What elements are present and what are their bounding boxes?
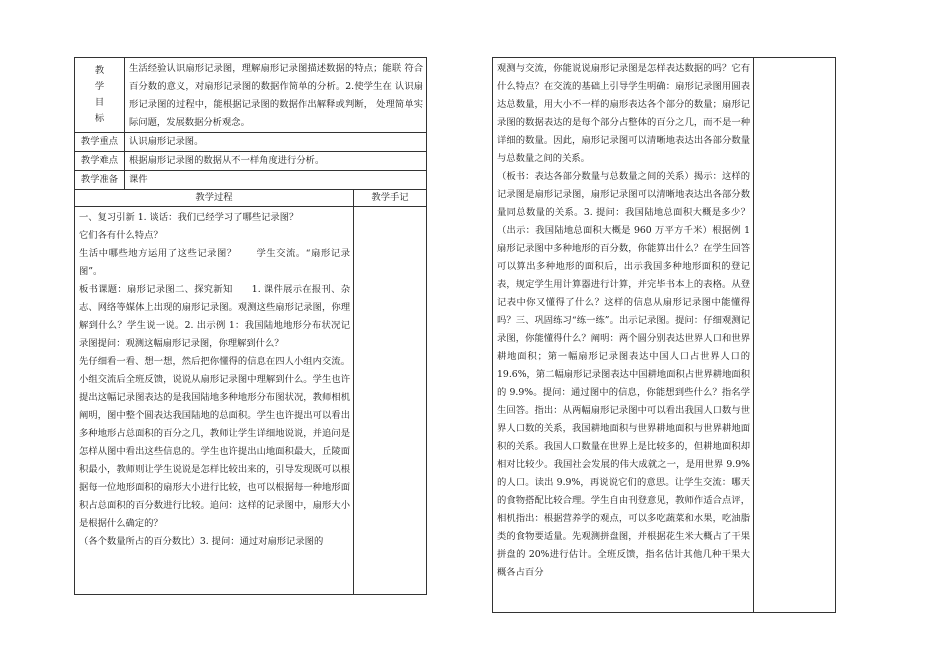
preparation-label: 教学准备	[75, 171, 125, 190]
objectives-label-char: 目	[94, 97, 105, 108]
lesson-plan-table-right	[492, 57, 836, 613]
process-paragraph: （板书：表达各部分数量与总数量之间的关系）揭示：这样的记录图是扇形记录图，扇形记录图可以清晰地表达出各部分数量同总数量的关系。3. 提问：我国陆地总面积大概是多少？（出示：我国陆地总面积大概是 960 万平方千米）根据例 1 扇形记录图中多种地形的百分数，你能算出什么？在学生回答可以算出多种地形的面积后，出示我国多种地形面积的登记表，规定学生用计算器进行计算，并完毕书本上的表格。从登记表中你又懂得了什么？这样的信息从扇形记录图中能懂得吗？三、巩固练习“练一练”。出示记录图。提问：仔细观测记录图，你能懂得什么？阐明：两个圆分别表达世界人口和世界耕地面积；第一幅扇形记录图表达中国人口占世界人口的 19.6%，第二幅扇形记录图表达中国耕地面积占世界耕地面积的 9.9%。提问：通过图中的信息，你能想到些什么？指名学生回答。指出：从两幅扇形记录图中可以看出我国人口数与世界人口数的关系，我国耕地面积与世界耕地面积与世界耕地面积的关系。我国人口数量在世界上是比较多的，但耕地面积却相对比较少。我国社会发展的伟大成就之一，是用世界 9.9%的人口。读出 9.9%，再说说它们的意思。让学生交流：哪天的食物搭配比较合理。学生自由刊登意见，教师作适合点评，相机指出：根据营养学的观点，可以多吃蔬菜和水果，吃油脂类的食物要适量。先观测拼盘图，并根据花生米大概占了干果拼盘的 20%进行估计。全班反馈，指名估计其他几种干果大概各占百分	[497, 171, 750, 578]
difficulty-label: 教学难点	[75, 152, 125, 171]
objectives-label-char: 学	[94, 81, 105, 92]
notes-header: 教学手记	[354, 190, 427, 207]
process-paragraph: 一、复习引新 1. 谈话：我们已经学习了哪些记录图？	[79, 212, 299, 223]
lesson-plan-table-left	[74, 57, 427, 595]
process-paragraph: 观测与交流，你能说说扇形记录图是怎样表达数据的吗？它有什么特点？在交流的基础上引导学生明确：扇形记录图用圆表达总数量，用大小不一样的扇形表达各个部分的数量；扇形记录图的数据表达的是每个部分占整体的百分之几，而不是一种详细的数量。因此，扇形记录图可以清晰地表达出各部分数量与总数量之间的关系。	[497, 63, 750, 164]
process-paragraph: （各个数量所占的百分数比）3. 提问：通过对扇形记录图的	[79, 536, 324, 547]
objectives-label-char: 教	[94, 65, 105, 76]
process-header: 教学过程	[75, 190, 354, 207]
difficulty-text: 根据扇形记录图的数据从不一样角度进行分析。	[125, 152, 427, 171]
key-point-label: 教学重点	[75, 133, 125, 152]
key-point-text: 认识扇形记录图。	[125, 133, 427, 152]
process-continued-content	[493, 58, 754, 613]
notes-continued-content	[754, 58, 836, 613]
process-content	[75, 207, 354, 595]
process-paragraph: 生活中哪些地方运用了这些记录图？ 学生交流。“扇形记录图”。	[79, 248, 350, 277]
process-paragraph: 板书课题：扇形记录图二、探究新知 1. 课件展示在报刊、杂志、网络等媒体上出现的扇形记录图。观测这些扇形记录图，你理解到什么？学生说一说。2. 出示例 1：我国陆地地形分布状况记录图提问：观测这幅扇形记录图，你理解到什么？	[79, 284, 350, 349]
objectives-label-char: 标	[94, 113, 105, 124]
notes-content	[354, 207, 427, 595]
process-paragraph: 它们各有什么特点？	[79, 230, 163, 241]
process-paragraph: 先仔细看一看、想一想，然后把你懂得的信息在四人小组内交流。小组交流后全班反馈，说说从扇形记录图中理解到什么。学生也许提出这幅记录图表达的是我国陆地多种地形分布图状况，教师相机阐明，图中整个圆表达我国陆地的总面积。学生也许提出可以看出多种地形占总面积的百分之几，教师让学生详细地说说，并追问是怎样从图中看出这些信息的。学生也许提出山地面积最大，丘陵面积最小，教师则让学生说说是怎样比较出来的，引导发现既可以根据每一位地形面积的扇形大小进行比较，也可以根据每一种地形面积占总面积的百分数进行比较。追问：这样的记录图中，扇形大小是根据什么确定的？	[79, 356, 350, 529]
preparation-text: 课件	[125, 171, 427, 190]
objectives-text: 生活经验认识扇形记录图，理解扇形记录图描述数据的特点；能联 符合百分数的意义，对扇形记录图的数据作简单的分析。2.使学生在 认识扇形记录图的过程中，能根据记录图的数据作出解释或判断， 处理简单实际问题，发展数据分析观念。	[125, 58, 427, 133]
objectives-label	[75, 58, 125, 133]
